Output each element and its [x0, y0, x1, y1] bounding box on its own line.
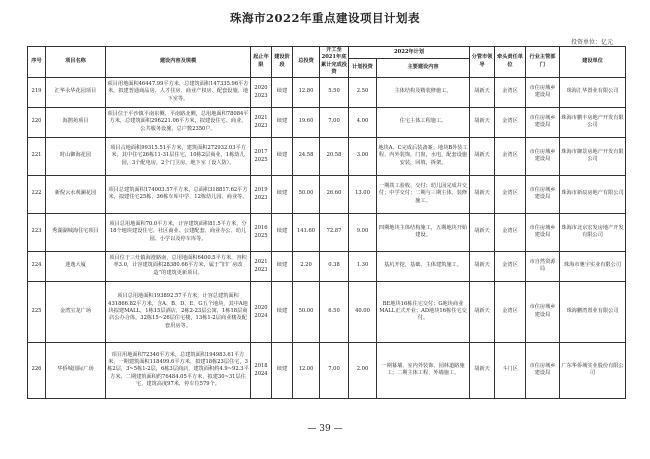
cell-plan: 1.30 — [349, 251, 377, 281]
cell-seq: 226 — [28, 342, 46, 398]
cell-pcontent: 主体结构及精装修施工。 — [377, 77, 470, 107]
cell-dept: 市住房城乡建设局 — [526, 107, 560, 137]
cell-content: 项目位于平沙镇平南东侧、平南路北侧，总用地面积78084平方米，总建筑面积296221.06平方米，拟建设住宅、商业、公共服务设施、总户数2350户。 — [106, 107, 251, 137]
cell-pcontent: 一期幕墙、室内外装饰、园林道路施工；二期主体工程、外墙施工。 — [377, 342, 470, 398]
cell-name: 海鹊苑项目 — [46, 107, 106, 137]
header-dept: 行业主管部门 — [526, 47, 560, 78]
cell-total: 50.00 — [293, 281, 320, 342]
cell-builder: 珠海市北京宏发房地产开发有限公司 — [560, 213, 626, 251]
cell-total: 24.58 — [293, 137, 320, 175]
table-row — [28, 213, 626, 251]
cell-seq: 225 — [28, 281, 46, 342]
cell-years — [251, 175, 272, 213]
cell-content: 项目用地面积46447.99平方米，总建筑面积147335.96平方米，拟建普通商品房、人才住房、商业产权房、配套设施、地下室等。 — [106, 77, 251, 107]
cell-stage: 续建 — [272, 213, 293, 251]
cell-owner: 金湾区 — [495, 281, 526, 342]
cell-stage: 续建 — [272, 342, 293, 398]
cell-year-start: 2018 — [254, 363, 268, 370]
cell-seq: 223 — [28, 213, 46, 251]
cell-cum: 72.87 — [320, 213, 349, 251]
cell-builder: 广东华侨城实业股份有限公司 — [560, 342, 626, 398]
cell-years — [251, 137, 272, 175]
cell-leader: 胡新天 — [470, 77, 495, 107]
cell-owner: 金湾区 — [495, 77, 526, 107]
cell-year-end: 2024 — [254, 371, 268, 378]
header-cumulative: 开工至2021年底累计完成投资 — [321, 47, 347, 76]
cell-stage: 续建 — [272, 251, 293, 281]
cell-leader: 胡新天 — [470, 251, 495, 281]
table-row — [28, 175, 626, 213]
cell-cum: 7.00 — [320, 107, 349, 137]
cell-plan: 40.00 — [349, 281, 377, 342]
cell-cum: 26.60 — [320, 175, 349, 213]
cell-content: 项目用地面积72346平方米，总建筑面积194983.61平方米，一期建筑面积118499.6平方米，拟建18栋23层住宅，3栋2层，3~5栋1-2层，6栋3层商店，建筑面积约4.9~92.3平方米，二期建筑面积约76484.05平方米，拟建30~31层住宅，建筑高度97米，停车位579个。 — [106, 342, 251, 398]
table-row — [28, 281, 626, 342]
cell-stage: 续建 — [272, 107, 293, 137]
cell-name: 秀湖湖城海住宅项目 — [46, 213, 106, 251]
cell-content: 项目位于三灶镇海澄路南，总用地面积6400.5平方米，容积率3.0，计容建筑面积28380.66平方米，属于“旧厂房改造”的建筑更新项目。 — [106, 251, 251, 281]
table-row — [28, 77, 626, 107]
cell-builder: 珠海市驰宇实业有限公司 — [560, 251, 626, 281]
cell-content: 项目占地面积99315.51平方米，建筑面积272932.03平方米，其中住宅26栋11-31层住宅，10栋2层商业，1栋幼儿园，3个配电房，2个门卫房，地下室（设人防）。 — [106, 137, 251, 175]
header-name: 项目名称 — [46, 47, 106, 78]
cell-year-end: 2025 — [254, 233, 268, 240]
cell-year-start: 2016 — [254, 225, 268, 232]
header-plan-invest: 计划投资 — [349, 59, 377, 78]
cell-dept: 市住房城乡建设局 — [526, 137, 560, 175]
cell-name: 汇华永华花园项目 — [46, 77, 106, 107]
cell-years — [251, 342, 272, 398]
cell-stage: 续建 — [272, 77, 293, 107]
header-total: 总投资 — [293, 47, 320, 78]
cell-seq: 224 — [28, 251, 46, 281]
cell-year-start: 2019 — [254, 187, 268, 194]
unit-label: 投资单位：亿元 — [570, 39, 613, 46]
cell-seq: 220 — [28, 107, 46, 137]
cell-owner: 金湾区 — [495, 137, 526, 175]
cell-pcontent: 一期竣工验收、交付；幼儿园完成并交付；中学交付；二期与三期主体、装修施工。 — [377, 175, 470, 213]
cell-year-end: 2023 — [254, 267, 268, 274]
cell-years — [251, 77, 272, 107]
cell-name: 迷逸大厦 — [46, 251, 106, 281]
table-row — [28, 137, 626, 175]
cell-seq: 221 — [28, 137, 46, 175]
project-plan-table — [27, 46, 626, 399]
cell-cum: 0.38 — [320, 251, 349, 281]
cell-total: 50.00 — [293, 175, 320, 213]
cell-dept: 市住房城乡建设局 — [526, 175, 560, 213]
cell-total: 141.60 — [293, 213, 320, 251]
cell-total: 19.60 — [293, 107, 320, 137]
cell-seq: 222 — [28, 175, 46, 213]
cell-content: 项目总建筑面积174003.57平方米，总面积318817.62平方米，拟建住宅25栋、36栋车库中学、12栋幼儿园、商业等。 — [106, 175, 251, 213]
cell-pcontent: 四期地块主体结构施工，五期地块开始建设。 — [377, 213, 470, 251]
cell-owner: 斗门区 — [495, 342, 526, 398]
cell-year-start: 2020 — [254, 85, 268, 92]
cell-builder: 珠海市新辰房地产有限公司 — [560, 175, 626, 213]
cell-year-end: 2024 — [254, 312, 268, 319]
cell-stage: 续建 — [272, 281, 293, 342]
cell-seq: 219 — [28, 77, 46, 107]
cell-plan: 3.00 — [349, 137, 377, 175]
cell-pcontent: BE地块16栋住宅交付；G地块商业MALL正式开业；AD地块16栋住宅交付。 — [377, 281, 470, 342]
cell-cum: 7.00 — [320, 342, 349, 398]
cell-plan: 4.00 — [349, 107, 377, 137]
cell-year-end: 2025 — [254, 157, 268, 164]
header-stage: 建设阶段 — [272, 47, 293, 78]
cell-total: 2.20 — [293, 251, 320, 281]
cell-dept: 市住房城乡建设局 — [526, 342, 560, 398]
header-builder: 建设单位 — [560, 47, 626, 78]
cell-year-end: 2023 — [254, 195, 268, 202]
cell-builder: 珠海汇华置业有限公司 — [560, 77, 626, 107]
cell-owner: 金湾区 — [495, 107, 526, 137]
cell-stage: 续建 — [272, 175, 293, 213]
cell-builder: 珠海市御景房地产开发有限公司 — [560, 137, 626, 175]
table-row — [28, 342, 626, 398]
page-title: 珠海市2022年重点建设项目计划表 — [229, 11, 420, 25]
cell-plan: 9.00 — [349, 213, 377, 251]
cell-plan: 2.00 — [349, 342, 377, 398]
cell-dept: 市住房城乡建设局 — [526, 281, 560, 342]
cell-years — [251, 281, 272, 342]
cell-year-start: 2021 — [254, 115, 268, 122]
cell-name: 华侨城国际广场 — [46, 342, 106, 398]
cell-plan: 2.50 — [349, 77, 377, 107]
cell-total: 12.00 — [293, 342, 320, 398]
cell-dept: 市自然资源局 — [526, 251, 560, 281]
table-row — [28, 251, 626, 281]
cell-owner: 金湾区 — [495, 175, 526, 213]
cell-year-end: 2023 — [254, 123, 268, 130]
page-number: — 39 — — [307, 424, 343, 434]
cell-content: 项目总用地面积193892.57平方米，计容总建筑面积431866.82平方米，含A、B、D、E、G五个地块，其中A地块拟建MALL，1栋15层酒店，2栋2-23层公寓，1栋18层商店公办合体，32栋15~26层住宅楼，13栋1-2层商业楼及配套用房等。 — [106, 281, 251, 342]
cell-content: 项目总用地面积70.0平方米，计容建筑面积81.5平方米，分18个地块建设住宅、社区商业、公建配套、商业办公、幼儿园、小学以及停车库等。 — [106, 213, 251, 251]
header-leader: 分管市领导 — [470, 47, 495, 78]
header-content: 建设内容及规模 — [106, 47, 251, 78]
cell-builder: 珠海鹏湾置业有限公司 — [560, 281, 626, 342]
cell-cum: 20.58 — [320, 137, 349, 175]
header-owner: 牵头责任单位 — [495, 47, 526, 78]
cell-leader: 胡新天 — [470, 342, 495, 398]
cell-leader: 胡新天 — [470, 107, 495, 137]
cell-year-end: 2023 — [254, 93, 268, 100]
cell-plan: 13.00 — [349, 175, 377, 213]
cell-pcontent: 地块A、C完成后装备案；地块B外装工程、内外装饰，门窗，水电，配套设施安装，回填，拆架。 — [377, 137, 470, 175]
cell-leader: 胡新天 — [470, 213, 495, 251]
cell-pcontent: 基坑开挖，基础、主体建筑施工。 — [377, 251, 470, 281]
header-seq: 序号 — [28, 47, 46, 78]
cell-year-start: 2020 — [254, 304, 268, 311]
cell-year-start: 2017 — [254, 149, 268, 156]
cell-name: 金湾宝龙广场 — [46, 281, 106, 342]
header-plan-content: 主要建设内容 — [377, 59, 470, 78]
cell-builder: 珠海市鹏丰房地产开发有限公司 — [560, 107, 626, 137]
header-plan-group: 2022年计划 — [349, 47, 470, 59]
cell-stage: 续建 — [272, 137, 293, 175]
cell-owner: 金湾区 — [495, 251, 526, 281]
cell-name: 时山御海花园 — [46, 137, 106, 175]
cell-name: 新倪云水观澜花园 — [46, 175, 106, 213]
cell-dept: 市住房城乡建设局 — [526, 213, 560, 251]
cell-cum: 6.50 — [320, 281, 349, 342]
cell-pcontent: 住宅主体工程施工。 — [377, 107, 470, 137]
cell-cum: 5.50 — [320, 77, 349, 107]
cell-dept: 市住房城乡建设局 — [526, 77, 560, 107]
header-years: 起止年限 — [251, 47, 272, 78]
cell-year-start: 2021 — [254, 259, 268, 266]
cell-owner: 金湾区 — [495, 213, 526, 251]
cell-years — [251, 251, 272, 281]
cell-years — [251, 213, 272, 251]
cell-total: 12.80 — [293, 77, 320, 107]
cell-years — [251, 107, 272, 137]
cell-leader: 胡新天 — [470, 281, 495, 342]
cell-leader: 胡新天 — [470, 175, 495, 213]
cell-leader: 胡新天 — [470, 137, 495, 175]
table-row — [28, 107, 626, 137]
